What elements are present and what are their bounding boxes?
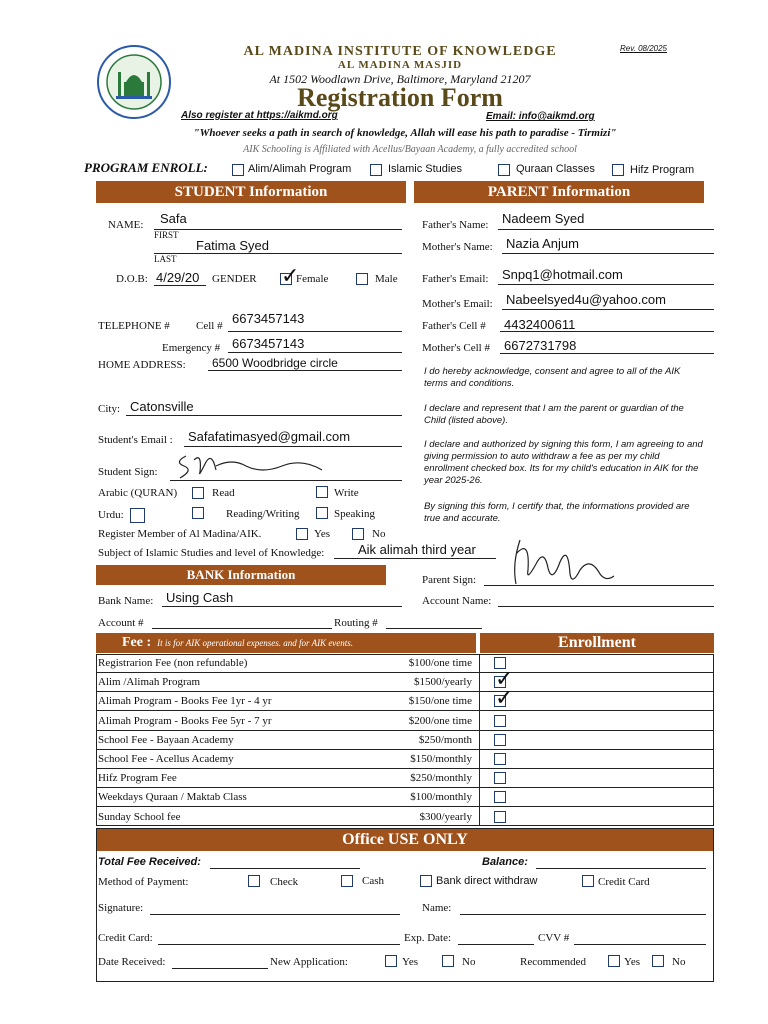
mother-cell-field[interactable]: 6672731798 [504, 338, 577, 353]
cell-field[interactable]: 6673457143 [232, 311, 305, 326]
member-yes-checkbox[interactable] [296, 528, 308, 540]
payment-check-label: Check [270, 876, 299, 888]
city-field[interactable]: Catonsville [130, 399, 194, 414]
payment-bank-checkbox[interactable] [420, 875, 432, 887]
recommended-yes-checkbox[interactable] [608, 955, 620, 967]
ack-auto-withdraw: I declare and authorized by signing this form, I am agreeing to and giving permission to auto withdraw a fee as per my child enrollment checked box. Its for my child's education in AIK for the year 2025-26. [424, 439, 703, 486]
enrollment-checkbox[interactable] [494, 772, 506, 784]
father-name-field[interactable]: Nadeem Syed [502, 211, 585, 226]
member-label: Register Member of Al Madina/AIK. [98, 528, 262, 540]
payment-credit-label: Credit Card [598, 876, 650, 888]
fee-name: School Fee - Acellus Academy [98, 753, 234, 765]
recommended-label: Recommended [520, 956, 586, 968]
gender-label: GENDER [212, 273, 257, 285]
mother-name-label: Mother's Name: [422, 241, 493, 253]
fee-row [96, 731, 480, 750]
student-sign-label: Student Sign: [98, 466, 158, 478]
enrollment-row [480, 654, 714, 673]
program-alim-checkbox[interactable] [232, 164, 244, 176]
write-label: Write [334, 487, 359, 499]
enrollment-row [480, 808, 714, 827]
father-email-label: Father's Email: [422, 273, 489, 285]
new-app-yes-label: Yes [402, 956, 419, 968]
gender-male-checkbox[interactable] [356, 273, 368, 285]
new-app-no-label: No [462, 956, 476, 968]
contact-email[interactable]: Email: info@aikmd.org [486, 111, 595, 122]
recommended-yes-label: Yes [624, 956, 641, 968]
student-email-field[interactable]: Safafatimasyed@gmail.com [188, 429, 351, 444]
reading-writing-label: Reading/Writing [226, 508, 300, 520]
fee-name: Hifz Program Fee [98, 772, 177, 785]
bank-name-field[interactable]: Using Cash [166, 590, 234, 605]
register-link[interactable]: Also register at https://aikmd.org [181, 110, 338, 121]
subject-field[interactable]: Aik alimah third year [358, 542, 476, 557]
father-email-field[interactable]: Snpq1@hotmail.com [502, 267, 623, 282]
enrollment-checkbox[interactable] [494, 791, 506, 803]
exp-date-label: Exp. Date: [404, 932, 452, 944]
enrollment-checkbox[interactable] [494, 753, 506, 765]
mother-name-field[interactable]: Nazia Anjum [506, 236, 579, 251]
fee-price: $1500/yearly [413, 676, 472, 689]
enrollment-checkbox[interactable] [494, 734, 506, 746]
father-cell-label: Father's Cell # [422, 320, 486, 332]
enrollment-row [480, 731, 714, 750]
fee-price: $200/one time [408, 714, 472, 727]
read-label: Read [212, 487, 235, 499]
cell-label: Cell # [196, 320, 223, 332]
parent-sign-label: Parent Sign: [422, 574, 477, 586]
new-application-label: New Application: [270, 956, 348, 968]
hadith-quote: "Whoever seeks a path in search of knowledge, Allah will ease his path to paradise - Tirmizi" [193, 127, 617, 139]
enrollment-row [480, 712, 714, 731]
fee-price: $300/yearly [419, 810, 472, 823]
ack-guardian: I declare and represent that I am the parent or guardian of the Child (listed above). [424, 403, 684, 426]
program-alim-label: Alim/Alimah Program [248, 163, 352, 175]
urdu-label: Urdu: [98, 509, 124, 521]
total-fee-label: Total Fee Received: [98, 856, 201, 868]
subject-label: Subject of Islamic Studies and level of Knowledge: [98, 547, 325, 559]
last-name-field[interactable]: Fatima Syed [196, 238, 269, 253]
method-payment-label: Method of Payment: [98, 876, 189, 888]
revision-label: Rev. 08/2025 [620, 44, 667, 53]
recommended-no-label: No [672, 956, 686, 968]
home-address-field[interactable]: 6500 Woodbridge circle [212, 356, 338, 370]
cvv-label: CVV # [538, 932, 570, 944]
fee-header-title: Fee : [122, 635, 152, 650]
program-hifz-label: Hifz Program [630, 164, 695, 176]
fee-price: $150/one time [408, 695, 472, 708]
fee-header [96, 633, 476, 653]
ack-certify: By signing this form, I certify that, the informations provided are true and accurate. [424, 501, 690, 524]
enrollment-row [480, 788, 714, 807]
enrollment-row [480, 769, 714, 788]
urdu-checkbox[interactable] [130, 508, 145, 523]
fee-name: Registrarion Fee (non refundable) [98, 657, 248, 669]
fee-name: Weekdays Quraan / Maktab Class [98, 791, 247, 804]
payment-check-checkbox[interactable] [248, 875, 260, 887]
fee-price: $100/one time [408, 657, 472, 669]
institute-title: AL MADINA INSTITUTE OF KNOWLEDGE [243, 44, 557, 59]
arabic-label: Arabic (QURAN) [98, 487, 178, 499]
dob-label: D.O.B: [116, 273, 148, 285]
account-name-label: Account Name: [422, 595, 492, 607]
payment-cash-checkbox[interactable] [341, 875, 353, 887]
fee-name: Alimah Program - Books Fee 5yr - 7 yr [98, 714, 272, 727]
institute-address: At 1502 Woodlawn Drive, Baltimore, Maryland 21207 [269, 72, 531, 86]
enrollment-row [480, 673, 714, 692]
enrollment-row [480, 750, 714, 769]
speaking-label: Speaking [334, 508, 375, 520]
mother-email-field[interactable]: Nabeelsyed4u@yahoo.com [506, 292, 666, 307]
institute-subtitle: AL MADINA MASJID [337, 59, 463, 71]
enrollment-row [480, 692, 714, 711]
fee-name: School Fee - Bayaan Academy [98, 733, 234, 746]
fee-row [96, 673, 480, 692]
emergency-label: Emergency # [162, 342, 221, 354]
payment-credit-checkbox[interactable] [582, 875, 594, 887]
female-label: Female [296, 273, 329, 285]
signature-label: Signature: [98, 902, 144, 914]
father-name-label: Father's Name: [422, 219, 489, 231]
enrollment-checkbox[interactable] [494, 811, 506, 823]
affiliation-note: AIK Schooling is Affiliated with Acellus/Bayaan Academy, a fully accredited school [243, 144, 577, 155]
mother-cell-label: Mother's Cell # [422, 342, 490, 354]
recommended-no-checkbox[interactable] [652, 955, 664, 967]
gender-female-checkbox[interactable] [280, 273, 292, 285]
student-signature[interactable] [172, 448, 332, 482]
office-name-label: Name: [422, 902, 452, 914]
credit-card-label: Credit Card: [98, 932, 153, 944]
program-islamic-label: Islamic Studies [388, 163, 462, 175]
last-label: LAST [154, 254, 177, 264]
name-label: NAME: [108, 219, 144, 231]
new-app-no-checkbox[interactable] [442, 955, 454, 967]
payment-bank-label: Bank direct withdraw [436, 875, 538, 887]
fee-name: Alimah Program - Books Fee 1yr - 4 yr [98, 695, 272, 708]
dob-field[interactable]: 4/29/20 [156, 270, 200, 285]
fee-row [96, 692, 480, 711]
program-enroll-label: PROGRAM ENROLL: [84, 160, 208, 175]
enrollment-header: Enrollment [480, 633, 714, 653]
fee-row [96, 750, 480, 769]
fee-row [96, 808, 480, 827]
new-app-yes-checkbox[interactable] [385, 955, 397, 967]
member-yes-label: Yes [314, 528, 331, 540]
arabic-write-checkbox[interactable] [316, 486, 328, 498]
program-quraan-checkbox[interactable] [498, 164, 510, 176]
office-header: Office USE ONLY [97, 829, 713, 851]
city-label: City: [98, 403, 121, 415]
student-info-header: STUDENT Information [96, 181, 406, 203]
male-label: Male [375, 273, 398, 285]
mother-email-label: Mother's Email: [422, 298, 493, 310]
date-received-label: Date Received: [98, 956, 166, 968]
first-label: FIRST [154, 230, 179, 240]
fee-name: Sunday School fee [98, 810, 181, 823]
form-title: Registration Form [297, 83, 503, 112]
fee-price: $100/monthly [410, 791, 472, 804]
urdu-readwrite-checkbox[interactable] [192, 507, 204, 519]
bank-name-label: Bank Name: [98, 595, 154, 607]
program-islamic-checkbox[interactable] [370, 164, 382, 176]
program-hifz-checkbox[interactable] [612, 164, 624, 176]
fee-price: $150/monthly [410, 753, 472, 765]
enrollment-checkbox[interactable] [494, 695, 506, 707]
parent-signature[interactable] [500, 534, 620, 590]
fee-name: Alim /Alimah Program [98, 676, 201, 689]
program-quraan-label: Quraan Classes [516, 163, 595, 175]
bank-info-header: BANK Information [96, 565, 386, 585]
fee-row [96, 712, 480, 731]
ack-terms: I do hereby acknowledge, consent and agree to all of the AIK terms and conditions. [424, 366, 681, 389]
account-number-label: Account # [98, 617, 144, 629]
fee-row [96, 769, 480, 788]
parent-info-header: PARENT Information [414, 181, 704, 203]
home-address-label: HOME ADDRESS: [98, 359, 186, 371]
balance-label: Balance: [482, 856, 528, 868]
member-no-checkbox[interactable] [352, 528, 364, 540]
institute-logo [96, 44, 172, 120]
emergency-field[interactable]: 6673457143 [232, 336, 305, 351]
telephone-label: TELEPHONE # [98, 320, 170, 332]
fee-row [96, 788, 480, 807]
fee-price: $250/monthly [410, 772, 472, 785]
fee-price: $250/month [418, 733, 472, 746]
routing-number-label: Routing # [334, 617, 378, 629]
urdu-speaking-checkbox[interactable] [316, 507, 328, 519]
arabic-read-checkbox[interactable] [192, 487, 204, 499]
enrollment-checkbox[interactable] [494, 715, 506, 727]
father-cell-field[interactable]: 4432400611 [504, 317, 576, 332]
member-no-label: No [372, 528, 386, 540]
payment-cash-label: Cash [362, 875, 384, 887]
first-name-field[interactable]: Safa [160, 211, 187, 226]
fee-row [96, 654, 480, 673]
fee-header-note: It is for AIK operational expenses. and for AIK events. [157, 638, 354, 648]
student-email-label: Student's Email : [98, 434, 173, 446]
